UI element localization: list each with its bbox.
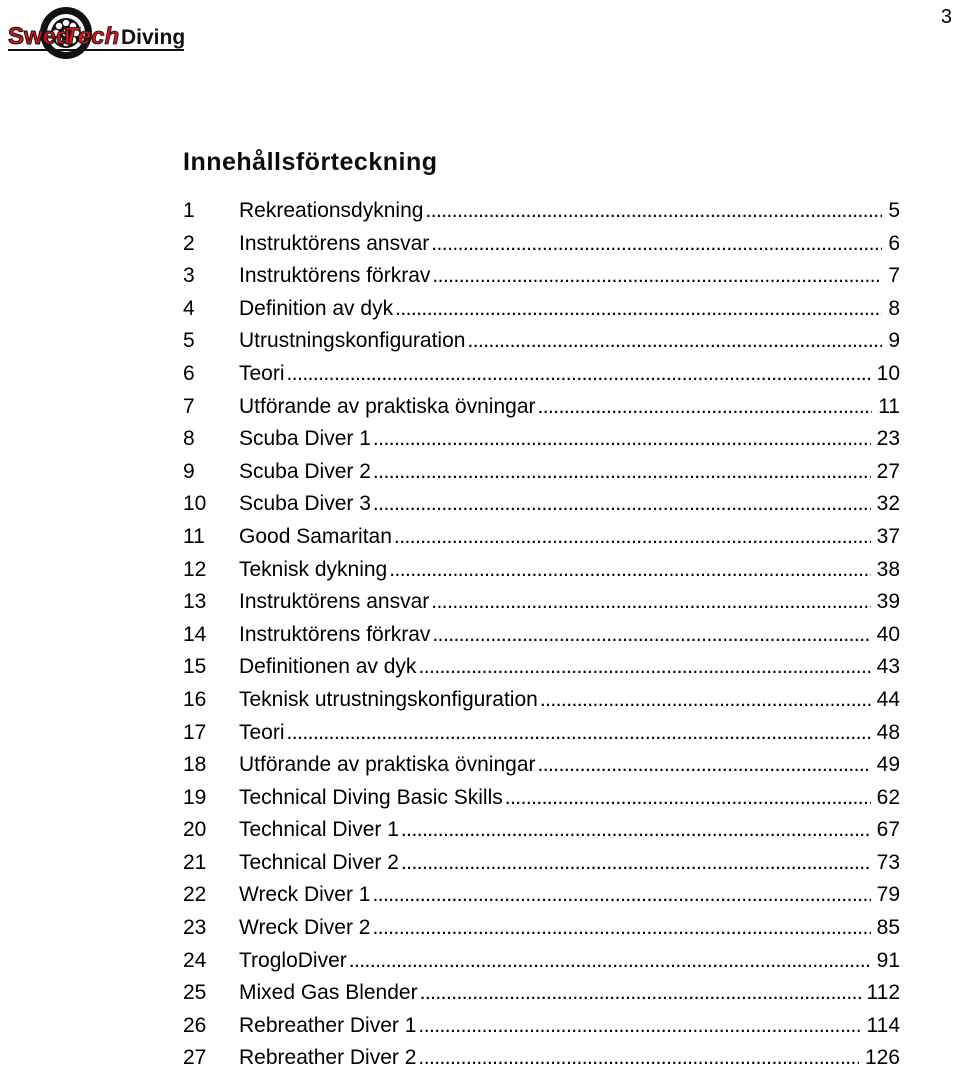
toc-entry-page: 23 bbox=[876, 427, 900, 451]
toc-entry-page: 9 bbox=[888, 329, 900, 353]
toc-entry-number: 17 bbox=[183, 720, 207, 744]
toc-entry-label: TrogloDiver bbox=[239, 948, 347, 972]
toc-title: Innehållsförteckning bbox=[183, 148, 438, 176]
toc-entry-page: 62 bbox=[876, 785, 900, 809]
toc-entry-number: 9 bbox=[183, 459, 195, 483]
toc-entry[interactable] bbox=[183, 977, 900, 1010]
toc-entry-label: Scuba Diver 1 bbox=[239, 427, 371, 451]
toc-entry[interactable] bbox=[183, 293, 900, 326]
toc-entry-page: 112 bbox=[866, 981, 900, 1005]
toc-dot-leader bbox=[401, 814, 871, 847]
toc-entry-label: Scuba Diver 3 bbox=[239, 492, 371, 516]
toc-entry[interactable] bbox=[183, 521, 900, 554]
toc-entry-label: Teknisk utrustningskonfiguration bbox=[239, 687, 538, 711]
toc-entry-label: Wreck Diver 2 bbox=[239, 916, 371, 940]
logo-text-swed: Swed bbox=[8, 23, 71, 50]
toc-entry-label: Good Samaritan bbox=[239, 524, 392, 548]
toc-dot-leader bbox=[373, 488, 871, 521]
toc-entry-number: 19 bbox=[183, 785, 207, 809]
toc-entry-number: 14 bbox=[183, 622, 207, 646]
toc-entry-number: 6 bbox=[183, 361, 195, 385]
toc-entry-label: Rekreationsdykning bbox=[239, 199, 424, 222]
toc-entry-page: 44 bbox=[876, 687, 900, 711]
toc-dot-leader bbox=[420, 977, 861, 1010]
toc-entry[interactable] bbox=[183, 912, 900, 945]
toc-entry[interactable] bbox=[183, 456, 900, 489]
toc-entry-page: 126 bbox=[864, 1046, 900, 1070]
toc-entry[interactable] bbox=[183, 1010, 900, 1043]
toc-entry-number: 10 bbox=[183, 492, 207, 516]
toc-dot-leader bbox=[432, 619, 870, 652]
toc-dot-leader bbox=[431, 586, 870, 619]
toc-dot-leader bbox=[538, 749, 871, 782]
toc-entry-label: Teori bbox=[239, 361, 285, 385]
toc-entry[interactable] bbox=[183, 423, 900, 456]
toc-entry-number: 27 bbox=[183, 1046, 207, 1070]
toc-entry-label: Teori bbox=[239, 720, 285, 744]
toc-entry-label: Instruktörens ansvar bbox=[239, 590, 430, 614]
toc-entry-label: Utförande av praktiska övningar bbox=[239, 753, 536, 777]
toc-entry-number: 5 bbox=[183, 329, 195, 353]
toc-entry-number: 23 bbox=[183, 916, 207, 940]
toc-dot-leader bbox=[395, 293, 882, 326]
toc-list bbox=[183, 195, 900, 1075]
toc-entry-page: 7 bbox=[888, 264, 900, 288]
toc-entry-number: 21 bbox=[183, 850, 207, 874]
toc-dot-leader bbox=[467, 325, 882, 358]
toc-dot-leader bbox=[394, 521, 871, 554]
logo-text-diving: Diving bbox=[121, 26, 186, 49]
toc-entry-number: 8 bbox=[183, 427, 195, 451]
toc-entry-number: 25 bbox=[183, 981, 207, 1005]
toc-dot-leader bbox=[349, 945, 871, 978]
toc-dot-leader bbox=[418, 651, 870, 684]
toc-entry-page: 73 bbox=[876, 850, 900, 874]
toc-entry[interactable] bbox=[183, 228, 900, 261]
toc-entry-label: Utförande av praktiska övningar bbox=[239, 394, 536, 418]
toc-dot-leader bbox=[373, 423, 871, 456]
toc-entry-label: Instruktörens ansvar bbox=[239, 231, 430, 255]
toc-entry-page: 38 bbox=[876, 557, 900, 581]
toc-entry[interactable] bbox=[183, 358, 900, 391]
toc-entry[interactable] bbox=[183, 325, 900, 358]
toc-dot-leader bbox=[287, 717, 871, 750]
toc-dot-leader bbox=[431, 228, 882, 261]
toc-dot-leader bbox=[505, 782, 871, 815]
toc-entry-number: 15 bbox=[183, 655, 207, 679]
toc-entry-label: Utrustningskonfiguration bbox=[239, 329, 466, 353]
toc-dot-leader bbox=[425, 195, 882, 228]
toc-entry[interactable] bbox=[183, 619, 900, 652]
toc-entry[interactable] bbox=[183, 391, 900, 424]
toc-entry[interactable] bbox=[183, 879, 900, 912]
toc-entry[interactable] bbox=[183, 684, 900, 717]
toc-entry-number: 12 bbox=[183, 557, 207, 581]
toc-entry-number: 1 bbox=[183, 199, 195, 222]
toc-entry-page: 11 bbox=[878, 394, 900, 418]
toc-entry[interactable] bbox=[183, 488, 900, 521]
toc-entry-number: 24 bbox=[183, 948, 207, 972]
toc-entry-label: Teknisk dykning bbox=[239, 557, 388, 581]
toc-entry[interactable] bbox=[183, 717, 900, 750]
toc-entry-number: 3 bbox=[183, 264, 195, 288]
toc-entry[interactable] bbox=[183, 847, 900, 880]
toc-entry-page: 37 bbox=[876, 524, 900, 548]
toc-entry-page: 114 bbox=[866, 1013, 900, 1037]
toc-entry[interactable] bbox=[183, 260, 900, 293]
toc-entry-label: Definitionen av dyk bbox=[239, 655, 417, 679]
toc-entry-page: 40 bbox=[876, 622, 900, 646]
toc-entry-number: 13 bbox=[183, 590, 207, 614]
toc-entry[interactable] bbox=[183, 554, 900, 587]
toc-entry[interactable] bbox=[183, 586, 900, 619]
toc-entry[interactable] bbox=[183, 1042, 900, 1075]
toc-entry-label: Mixed Gas Blender bbox=[239, 981, 418, 1005]
toc-entry-page: 32 bbox=[876, 492, 900, 516]
toc-entry-page: 39 bbox=[876, 590, 900, 614]
toc-entry-label: Technical Diver 1 bbox=[239, 818, 399, 842]
toc-entry[interactable] bbox=[183, 651, 900, 684]
toc-dot-leader bbox=[432, 260, 882, 293]
toc-entry-number: 20 bbox=[183, 818, 207, 842]
toc-dot-leader bbox=[538, 391, 873, 424]
toc-entry[interactable] bbox=[183, 945, 900, 978]
toc-entry-number: 2 bbox=[183, 231, 195, 255]
toc-entry-page: 67 bbox=[876, 818, 900, 842]
toc-entry-label: Wreck Diver 1 bbox=[239, 883, 371, 907]
toc-entry-page: 27 bbox=[876, 459, 900, 483]
toc-entry-number: 26 bbox=[183, 1013, 207, 1037]
toc-entry-page: 48 bbox=[876, 720, 900, 744]
toc-entry-label: Scuba Diver 2 bbox=[239, 459, 371, 483]
toc-dot-leader bbox=[418, 1010, 860, 1043]
toc-entry-number: 18 bbox=[183, 753, 207, 777]
toc-entry-page: 6 bbox=[888, 231, 900, 255]
toc-dot-leader bbox=[418, 1042, 859, 1075]
toc-entry-page: 49 bbox=[876, 753, 900, 777]
toc-entry-label: Instruktörens förkrav bbox=[239, 622, 431, 646]
toc-entry-label: Instruktörens förkrav bbox=[239, 264, 431, 288]
toc-dot-leader bbox=[389, 554, 870, 587]
toc-entry-number: 16 bbox=[183, 687, 207, 711]
toc-dot-leader bbox=[373, 456, 871, 489]
toc-entry-label: Rebreather Diver 2 bbox=[239, 1046, 417, 1070]
toc-entry-page: 43 bbox=[876, 655, 900, 679]
toc-entry-number: 7 bbox=[183, 394, 195, 418]
toc-entry-page: 79 bbox=[876, 883, 900, 907]
toc-entry[interactable] bbox=[183, 749, 900, 782]
logo-text-tech: Tech bbox=[64, 23, 120, 50]
toc-dot-leader bbox=[540, 684, 871, 717]
page-number: 3 bbox=[940, 6, 952, 28]
toc-entry-page: 85 bbox=[876, 916, 900, 940]
toc-entry[interactable] bbox=[183, 782, 900, 815]
toc-entry-label: Rebreather Diver 1 bbox=[239, 1013, 417, 1037]
toc-dot-leader bbox=[372, 879, 870, 912]
toc-entry-page: 10 bbox=[876, 361, 900, 385]
toc-entry-number: 22 bbox=[183, 883, 207, 907]
swedtech-diving-logo bbox=[6, 4, 186, 62]
toc-entry-label: Technical Diving Basic Skills bbox=[239, 785, 503, 809]
toc-dot-leader bbox=[287, 358, 871, 391]
toc-entry-page: 8 bbox=[888, 296, 900, 320]
toc-entry[interactable] bbox=[183, 195, 900, 228]
toc-entry-label: Technical Diver 2 bbox=[239, 850, 399, 874]
toc-entry-number: 4 bbox=[183, 296, 195, 320]
toc-entry-label: Definition av dyk bbox=[239, 296, 394, 320]
toc-entry-page: 91 bbox=[876, 948, 900, 972]
logo-graphic bbox=[6, 4, 186, 62]
toc-entry-number: 11 bbox=[183, 524, 205, 548]
toc-dot-leader bbox=[372, 912, 870, 945]
toc-entry[interactable] bbox=[183, 814, 900, 847]
toc-dot-leader bbox=[401, 847, 871, 880]
toc-entry-page: 5 bbox=[888, 199, 900, 222]
